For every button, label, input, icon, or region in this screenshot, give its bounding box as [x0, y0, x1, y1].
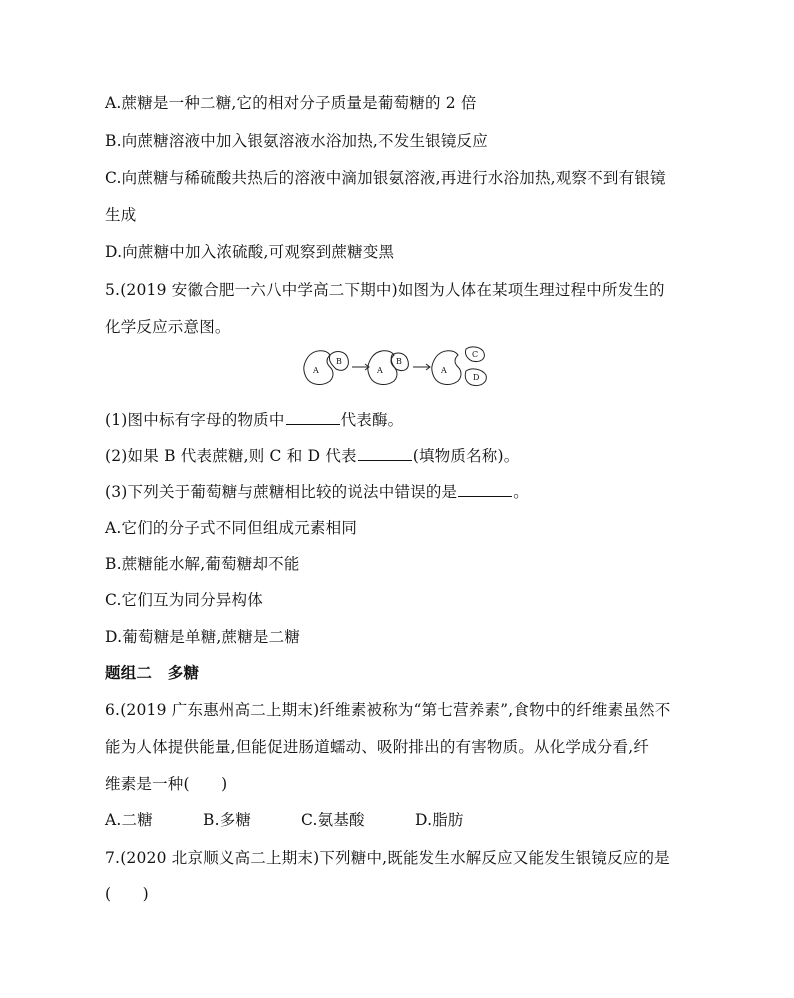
q5-sub2: [105, 446, 519, 466]
q7-stem-line1: 7.(2020 北京顺义高二上期末)下列糖中,既能发生水解反应又能发生银镜反应的是: [105, 849, 670, 867]
q5-option-d: D.葡萄糖是单糖,蔗糖是二糖: [105, 628, 301, 646]
q5-sub3-blank[interactable]: [458, 482, 512, 497]
q5-sub2-prefix: (2)如果 B 代表蔗糖,则 C 和 D 代表: [105, 447, 357, 465]
q5-stem-line1: 5.(2019 安徽合肥一六八中学高二下期中)如图为人体在某项生理过程中所发生的: [105, 281, 665, 299]
enzyme-reaction-diagram: [300, 345, 500, 391]
q6-stem-line3: 维素是一种( ): [105, 775, 228, 793]
q5-option-c: C.它们互为同分异构体: [105, 591, 263, 609]
q6-option-d[interactable]: D.脂肪: [415, 811, 464, 829]
q5-sub1-prefix: (1)图中标有字母的物质中: [105, 411, 285, 429]
q5-sub3: [105, 482, 529, 502]
diagram-label-d: D: [473, 373, 480, 382]
q5-option-b: B.蔗糖能水解,葡萄糖却不能: [105, 555, 300, 573]
q4-option-c-line1: C.向蔗糖与稀硫酸共热后的溶液中滴加银氨溶液,再进行水浴加热,观察不到有银镜: [105, 169, 666, 187]
q5-sub1: [105, 410, 403, 430]
q6-stem-line1: 6.(2019 广东惠州高二上期末)纤维素被称为“第七营养素”,食物中的纤维素虽然不: [105, 701, 671, 719]
q5-sub2-suffix: (填物质名称)。: [412, 447, 520, 465]
q7-stem-line2: ( ): [105, 885, 149, 903]
q5-sub1-suffix: 代表酶。: [340, 411, 404, 429]
q5-sub3-prefix: (3)下列关于葡萄糖与蔗糖相比较的说法中错误的是: [105, 483, 458, 501]
diagram-label-a1: A: [313, 366, 319, 375]
q6-option-a[interactable]: A.二糖: [105, 811, 153, 829]
diagram-label-a2: A: [377, 366, 383, 375]
q5-sub3-suffix: 。: [513, 483, 529, 501]
q5-sub2-blank[interactable]: [358, 446, 412, 461]
q4-option-d: D.向蔗糖中加入浓硫酸,可观察到蔗糖变黑: [105, 243, 395, 261]
q5-stem-line2: 化学反应示意图。: [105, 318, 231, 336]
q5-sub1-blank[interactable]: [286, 410, 340, 425]
q6-option-b[interactable]: B.多糖: [203, 811, 252, 829]
diagram-label-a3: A: [441, 366, 447, 375]
enzyme-reaction-svg: [300, 345, 500, 391]
diagram-label-b1: B: [336, 357, 342, 366]
q6-options: [105, 810, 464, 830]
q4-option-a: A.蔗糖是一种二糖,它的相对分子质量是葡萄糖的 2 倍: [105, 94, 477, 112]
q5-option-a: A.它们的分子式不同但组成元素相同: [105, 519, 358, 537]
q4-option-b: B.向蔗糖溶液中加入银氨溶液水浴加热,不发生银镜反应: [105, 132, 488, 150]
diagram-label-c: C: [472, 350, 479, 359]
group2-heading: 题组二 多糖: [105, 663, 200, 682]
q4-option-c-line2: 生成: [105, 206, 137, 224]
q6-stem-line2: 能为人体提供能量,但能促进肠道蠕动、吸附排出的有害物质。从化学成分看,纤: [105, 738, 650, 756]
diagram-label-b2: B: [396, 357, 402, 366]
q6-option-c[interactable]: C.氨基酸: [301, 811, 365, 829]
